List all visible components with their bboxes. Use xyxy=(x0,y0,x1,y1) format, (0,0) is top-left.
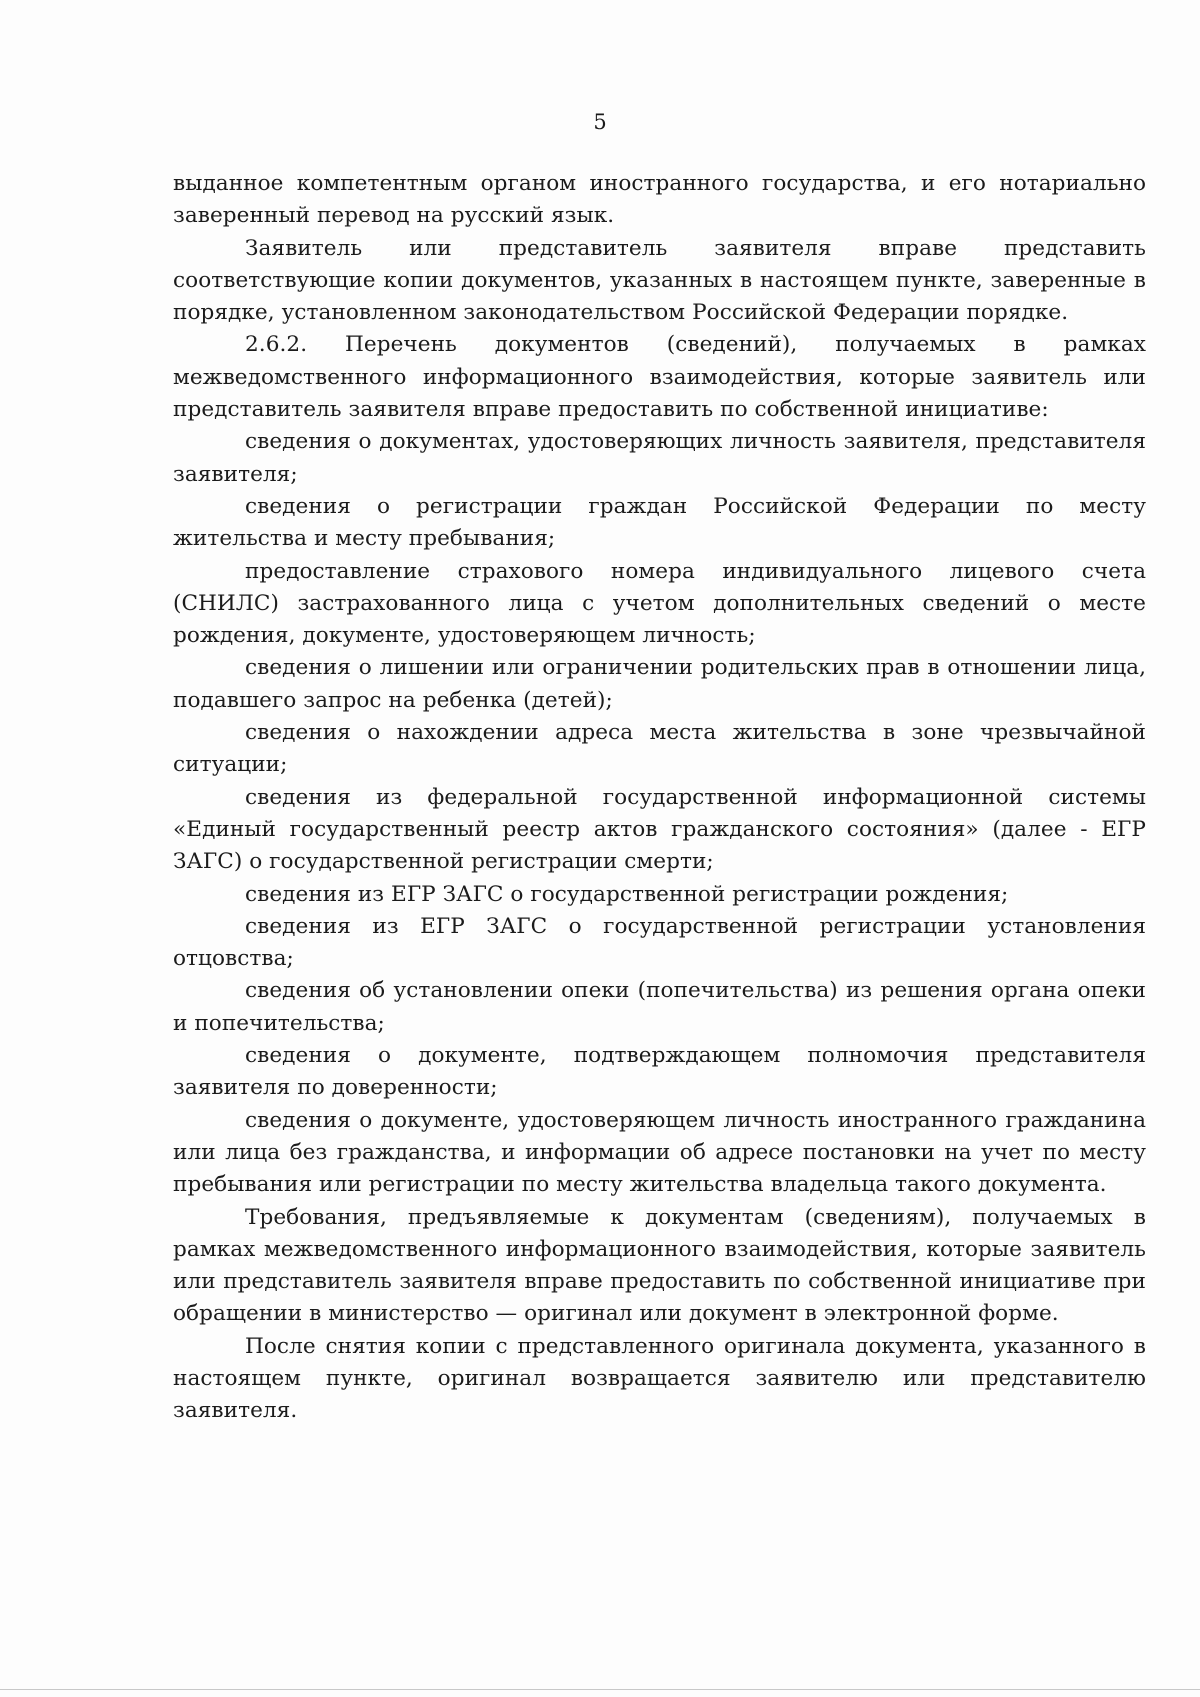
list-item-identity-documents: сведения о документах, удостоверяющих личность заявителя, представителя заявителя; xyxy=(173,429,1146,487)
list-item-paternity: сведения из ЕГР ЗАГС о государственной регистрации установления отцовства; xyxy=(173,913,1146,972)
list-item-parental-rights: сведения о лишении или ограничении родительских прав в отношении лица, подавшего запрос на ребенка (детей); xyxy=(173,655,1146,713)
document-body xyxy=(173,168,1146,1428)
list-item-registration: сведения о регистрации граждан Российской Федерации по месту жительства и месту пребывания; xyxy=(173,493,1146,552)
bottom-scan-edge xyxy=(0,1689,1200,1690)
list-item-death-registration: сведения из федеральной государственной информационной системы «Единый государственный реестр актов гражданского состояния» (далее - ЕГР ЗАГС) о государственной регистрации смерти; xyxy=(173,784,1146,875)
paragraph-requirements: Требования, предъявляемые к документам (сведениям), получаемых в рамках межведомственного информационного взаимодействия, которые заявитель или представитель заявителя вправе предоставить по собственной инициативе при обращении в министерство — оригинал или документ в электронной форме. xyxy=(173,1204,1146,1327)
paragraph-copies-note: Заявитель или представитель заявителя вправе представить соответствующие копии документов, указанных в настоящем пункте, заверенные в порядке, установленном законодательством Российской Федерации порядке. xyxy=(173,235,1146,326)
list-item-power-of-attorney: сведения о документе, подтверждающем полномочия представителя заявителя по доверенности; xyxy=(173,1043,1146,1101)
paragraph-section-2-6-2: 2.6.2. Перечень документов (сведений), получаемых в рамках межведомственного информационного взаимодействия, которые заявитель или представитель заявителя вправе предоставить по собственной инициативе: xyxy=(173,332,1146,423)
list-item-foreign-citizen: сведения о документе, удостоверяющем личность иностранного гражданина или лица без гражданства, и информации об адресе постановки на учет по месту пребывания или регистрации по месту жительства владельца такого документа. xyxy=(173,1107,1146,1198)
page-number: 5 xyxy=(593,110,607,134)
paragraph-original-return: После снятия копии с представленного оригинала документа, указанного в настоящем пункте, оригинал возвращается заявителю или представителю заявителя. xyxy=(173,1333,1146,1424)
list-item-snils: предоставление страхового номера индивидуального лицевого счета (СНИЛС) застрахованного лица с учетом дополнительных сведений о месте рождения, документе, удостоверяющем личность; xyxy=(173,558,1146,649)
list-item-emergency-zone: сведения о нахождении адреса места жительства в зоне чрезвычайной ситуации; xyxy=(173,720,1146,778)
paragraph-continuation: выданное компетентным органом иностранного государства, и его нотариально заверенный перевод на русский язык. xyxy=(173,171,1146,229)
list-item-guardianship: сведения об установлении опеки (попечительства) из решения органа опеки и попечительства; xyxy=(173,978,1146,1036)
list-item-birth-registration: сведения из ЕГР ЗАГС о государственной регистрации рождения; xyxy=(245,881,1009,907)
